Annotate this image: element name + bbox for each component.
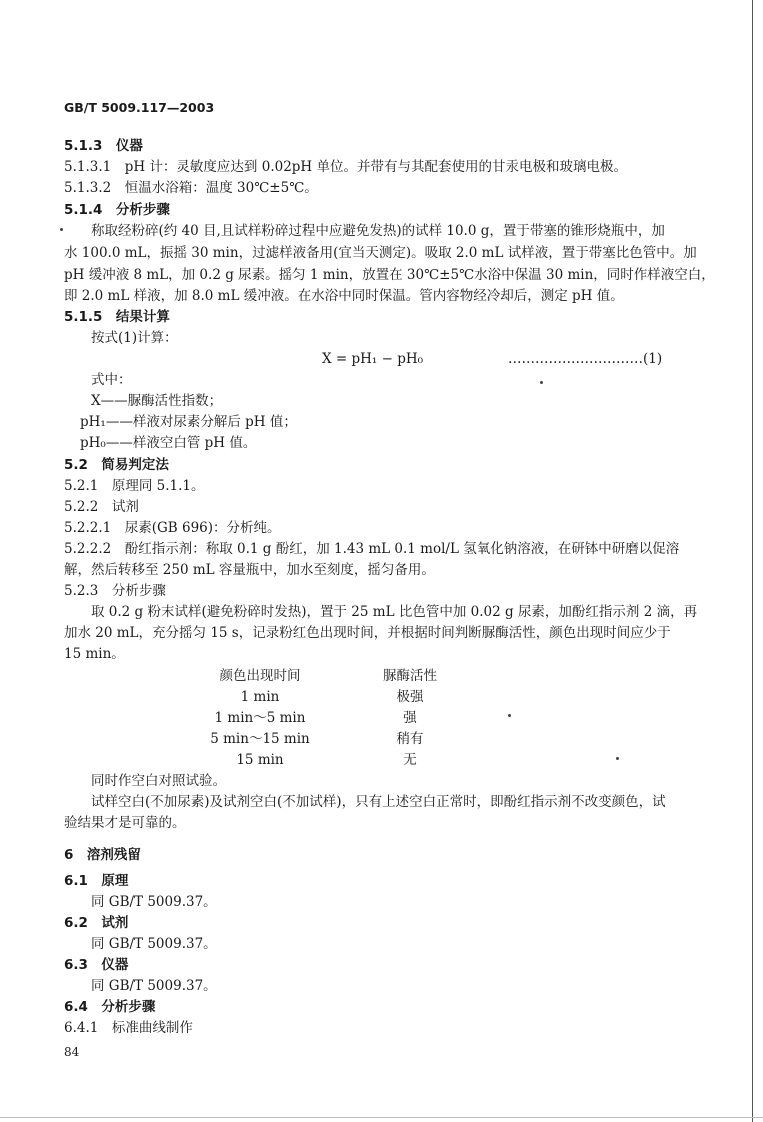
formula: X = pH₁ − pH₀ <box>322 351 424 367</box>
scan-speck <box>540 381 543 384</box>
table-cell: 强 <box>403 710 417 726</box>
clause-5-2-2-2: 5.2.2.2 酚红指示剂：称取 0.1 g 酚红，加 1.43 mL 0.1 mol/L 氢氧化钠溶液，在研钵中研磨以促溶 <box>64 541 680 557</box>
paragraph-line: pH 缓冲液 8 mL，加 0.2 g 尿素。摇匀 1 min，放置在 30℃±5℃水浴中保温 30 min，同时作样液空白， <box>64 267 715 283</box>
section-heading-5-1-4: 5.1.4 分析步骤 <box>64 202 170 218</box>
clause-5-2-2-1: 5.2.2.1 尿素(GB 696)：分析纯。 <box>64 520 281 536</box>
section-heading-6-1: 6.1 原理 <box>64 873 129 889</box>
table-row <box>170 687 500 707</box>
scan-speck <box>60 228 63 231</box>
scan-speck <box>616 757 619 760</box>
paragraph-line: 同时作空白对照试验。 <box>91 773 226 789</box>
paragraph-line: 同 GB/T 5009.37。 <box>91 978 217 994</box>
table-row <box>170 750 500 770</box>
variable-definition: pH₁——样液对尿素分解后 pH 值； <box>80 414 297 430</box>
paragraph-line: 即 2.0 mL 样液，加 8.0 mL 缓冲液。在水浴中同时保温。管内容物经冷却后，测定 pH 值。 <box>64 288 624 304</box>
paragraph-line: 试样空白(不加尿素)及试剂空白(不加试样)，只有上述空白正常时，即酚红指示剂不改变颜色，试 <box>91 794 666 810</box>
paragraph-line: 15 min。 <box>64 646 125 662</box>
page-bottom-line <box>0 1117 763 1118</box>
table-cell: 1 min～5 min <box>214 710 306 726</box>
table-header-row <box>170 666 500 686</box>
paragraph-line: 同 GB/T 5009.37。 <box>91 894 217 910</box>
variable-definition: pH₀——样液空白管 pH 值。 <box>80 435 257 451</box>
table-row <box>170 729 500 749</box>
formula-where: 式中： <box>91 372 132 388</box>
section-heading-5-2: 5.2 简易判定法 <box>64 457 169 473</box>
paragraph-line: 同 GB/T 5009.37。 <box>91 936 217 952</box>
section-heading-6-4: 6.4 分析步骤 <box>64 999 156 1015</box>
variable-definition: X——脲酶活性指数； <box>91 393 223 409</box>
table-cell: 1 min <box>240 689 280 705</box>
section-heading-5-2-2: 5.2.2 试剂 <box>64 499 139 515</box>
clause-5-2-1: 5.2.1 原理同 5.1.1。 <box>64 478 205 494</box>
table-header-cell: 颜色出现时间 <box>219 668 301 684</box>
section-heading-5-1-5: 5.1.5 结果计算 <box>64 309 170 325</box>
section-heading-6-2: 6.2 试剂 <box>64 915 129 931</box>
paragraph-line: 取 0.2 g 粉末试样(避免粉碎时发热)，置于 25 mL 比色管中加 0.02 g 尿素，加酚红指示剂 2 滴，再 <box>91 604 698 620</box>
paragraph-line: 水 100.0 mL，振摇 30 min，过滤样液备用(宜当天测定)。吸取 2.0 mL 试样液，置于带塞比色管中。加 <box>64 245 697 261</box>
table-cell: 无 <box>403 752 417 768</box>
table-row <box>170 708 500 728</box>
formula-number: …………………………(1) <box>508 351 663 367</box>
table-header-cell: 脲酶活性 <box>383 668 437 684</box>
scan-speck <box>508 714 511 717</box>
table-cell: 5 min～15 min <box>210 731 310 747</box>
clause-5-1-3-2: 5.1.3.2 恒温水浴箱：温度 30℃±5℃。 <box>64 180 318 196</box>
table-cell: 15 min <box>236 752 284 768</box>
paragraph-line: 称取经粉碎(约 40 目,且试样粉碎过程中应避免发热)的试样 10.0 g，置于带塞的锥形烧瓶中，加 <box>91 223 665 239</box>
page-edge-line <box>752 0 753 1122</box>
paragraph-line: 验结果才是可靠的。 <box>64 815 186 831</box>
section-heading-6-3: 6.3 仪器 <box>64 957 129 973</box>
section-heading-6: 6 溶剂残留 <box>64 847 141 863</box>
clause-5-1-3-1: 5.1.3.1 pH 计：灵敏度应达到 0.02pH 单位。并带有与其配套使用的甘汞电极和玻璃电极。 <box>64 159 627 175</box>
page-number: 84 <box>64 1045 80 1059</box>
paragraph-line: 加水 20 mL，充分摇匀 15 s，记录粉红色出现时间，并根据时间判断脲酶活性，颜色出现时间应少于 <box>64 625 671 641</box>
section-heading-5-1-3: 5.1.3 仪器 <box>64 138 143 154</box>
section-heading-5-2-3: 5.2.3 分析步骤 <box>64 583 166 599</box>
table-cell: 极强 <box>396 689 424 705</box>
formula-intro: 按式(1)计算： <box>91 330 178 346</box>
clause-6-4-1: 6.4.1 标准曲线制作 <box>64 1020 193 1036</box>
standard-code: GB/T 5009.117—2003 <box>64 100 215 115</box>
paragraph-line: 解，然后转移至 250 mL 容量瓶中，加水至刻度，摇匀备用。 <box>64 562 435 578</box>
table-cell: 稍有 <box>396 731 424 747</box>
